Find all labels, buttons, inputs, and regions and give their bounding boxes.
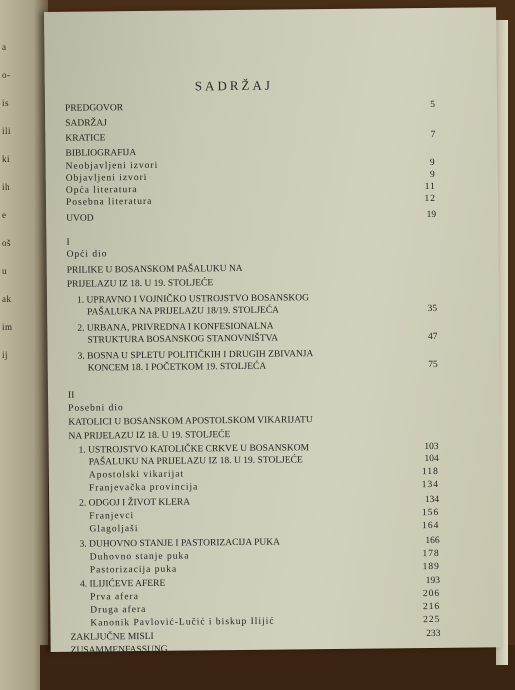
toc-subentry-title: Duhovno stanje puka [89, 551, 190, 563]
toc-entry-page: 104 [424, 453, 439, 465]
toc-entry-page: 134 [424, 494, 440, 506]
part-numeral-text: I [66, 237, 70, 248]
left-page-text: oš [2, 238, 12, 248]
toc-entry-title: ZAKLJUČNE MISLI [70, 631, 154, 643]
toc-entry-page: 12 [424, 193, 437, 205]
toc-chapter-title: 1. USTROJSTVO KATOLIČKE CRKVE U BOSANSKOM [78, 443, 310, 456]
toc-subentry-title: Glagoljaši [89, 524, 139, 535]
toc-entry-title: PREDGOVOR [64, 103, 124, 114]
toc-entry-page: 7 [430, 129, 436, 140]
toc-chapter-title: 3. DUHOVNO STANJE I PASTORIZACIJA PUKA [79, 537, 280, 550]
toc-chapter-title: 2. ODGOJ I ŽIVOT KLERA [79, 497, 191, 509]
left-page-text: ih [2, 182, 11, 192]
toc-entry-page: 225 [423, 614, 441, 626]
left-page-text: is [2, 98, 10, 108]
toc-entry-title: ZUSAMMENFASSUNG [70, 644, 168, 656]
toc-entry-page: 189 [422, 561, 440, 573]
left-page-text: e [2, 210, 7, 220]
left-page [0, 0, 48, 690]
toc-entry-page: 118 [421, 466, 439, 478]
left-page-text: im [2, 322, 13, 332]
toc-chapter-title: 2. URBANA, PRIVREDNA I KONFESIONALNA [77, 321, 274, 334]
toc-subentry-title: Franjevačka provincija [88, 482, 199, 494]
toc-entry-page: 164 [422, 520, 440, 532]
toc-subentry-title: Pastorizacija puka [89, 564, 178, 576]
part-label-text: Posebni dio [68, 403, 124, 414]
toc-entry-page: 233 [426, 628, 441, 640]
toc-entry-page: 216 [422, 601, 441, 613]
part-heading-text: PRILIKE U BOSANSKOM PAŠALUKU NA [66, 263, 243, 276]
left-page-text: a [2, 42, 7, 52]
toc-entry [66, 208, 436, 226]
toc-entry-page: 9 [429, 169, 436, 180]
toc-subentry-title: Franjevci [89, 511, 135, 522]
part-heading [67, 274, 437, 292]
toc-entry-title: BIBLIOGRAFIJA [65, 148, 137, 159]
toc-entry-page: 75 [428, 359, 438, 370]
part-heading-text: NA PRIJELAZU IZ 18. U 19. STOLJEĆE [68, 430, 231, 442]
toc-chapter-title: PAŠALUKU NA PRIJELAZU IZ 18. U 19. STOLJEĆE [88, 455, 303, 468]
contents-page [44, 7, 503, 656]
toc-entry-title: Posebna literatura [65, 196, 153, 208]
toc-entry-page: 19 [426, 209, 437, 221]
part-numeral-text: II [67, 390, 75, 401]
toc-entry-title: Objavljeni izvori [65, 172, 148, 184]
toc-chapter-title: 3. BOSNA U SPLETU POLITIČKIH I DRUGIH ZBIVANJA [77, 349, 314, 362]
toc-chapter-title: 1. UPRAVNO I VOJNIČKO USTROJSTVO BOSANSKOG [76, 293, 309, 306]
page-title: SADRŽAJ [194, 77, 273, 94]
toc-entry-page: 103 [424, 441, 439, 453]
toc-subentry-title: Apostolski vikarijat [88, 469, 185, 481]
toc-chapter-title: KONCEM 18. I POČETKOM 19. STOLJEĆA [87, 361, 267, 374]
toc-entry-title: UVOD [66, 213, 94, 224]
toc-chapter-title: PAŠALUKA NA PRIJELAZU 18/19. STOLJEĆA [87, 305, 280, 318]
toc-entry-page: 178 [422, 548, 440, 560]
toc-entry-page: 47 [427, 331, 438, 342]
left-page-text: ij [2, 350, 9, 360]
toc-entry-title: KRATICE [65, 133, 106, 144]
part-heading-text: KATOLICI U BOSANSKOM APOSTOLSKOM VIKARIJATU [68, 415, 313, 428]
toc-entry-page: 5 [430, 99, 436, 110]
toc-entry-page: 166 [425, 535, 440, 547]
toc-entry-page: 206 [422, 588, 441, 600]
toc-subentry-title: Prva afera [90, 592, 139, 603]
toc-entry-page: 156 [421, 507, 440, 519]
toc-chapter [87, 330, 437, 348]
left-page-text: ki [2, 154, 11, 164]
toc-chapter [88, 358, 438, 376]
toc-subentry-title: Kanonik Pavlović-Lučić i biskup Ilijić [90, 616, 275, 629]
toc-entry-page: 193 [425, 575, 441, 587]
part-label-text: Opći dio [66, 249, 108, 260]
toc-chapter [87, 302, 437, 320]
toc-entry-title: SADRŽAJ [65, 118, 107, 129]
toc-entry-title: Neobjavljeni izvori [65, 160, 159, 172]
part-label [66, 244, 436, 262]
toc-entry-page: 35 [427, 303, 438, 314]
toc-entry-page: 9 [429, 157, 436, 168]
left-page-text: ili [2, 126, 12, 136]
left-page-text: o- [2, 70, 11, 80]
left-page-text: ak [2, 294, 12, 304]
toc-subentry-title: Druga afera [90, 604, 147, 616]
left-page-text: u [2, 266, 7, 276]
toc-entry-page: 11 [424, 181, 436, 193]
toc-entry [66, 192, 436, 210]
part-heading-text: PRIJELAZU IZ 18. U 19. STOLJEĆE [66, 278, 214, 290]
toc-chapter-title: STRUKTURA BOSANSKOG STANOVNIŠTVA [87, 333, 279, 346]
toc-entry-page: 134 [421, 479, 440, 491]
toc-chapter-title: 4. ILIJIĆEVE AFERE [79, 578, 166, 590]
toc-entry-title: Opća literatura [65, 185, 138, 196]
